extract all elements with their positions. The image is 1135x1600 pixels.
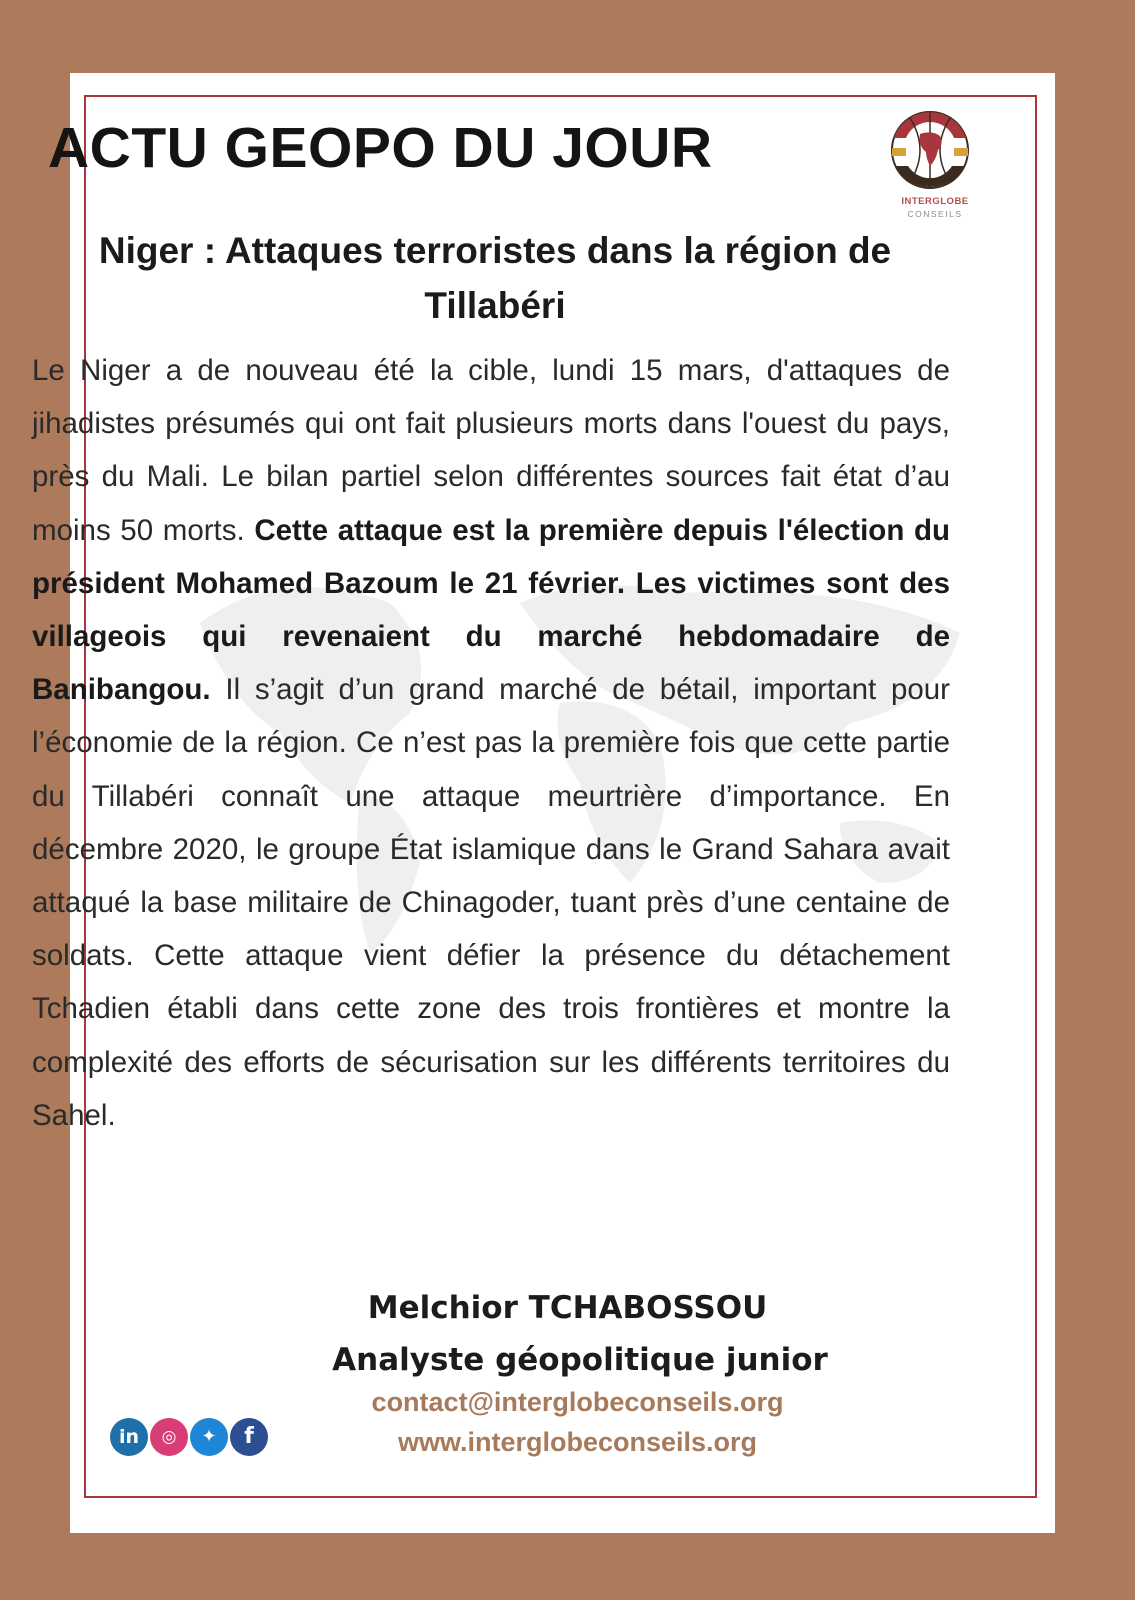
author-role: Analyste géopolitique junior xyxy=(332,1342,828,1378)
page-title: ACTU GEOPO DU JOUR xyxy=(48,116,713,180)
article-body xyxy=(32,344,950,1142)
article-text-part-2: Il s’agit d’un grand marché de bétail, important pour l’économie de la région. Ce n’est pas la première fois que cette partie du Tillabéri connaît une attaque meurtrière d’importance. En décembre 2020, le groupe État islamique dans le Grand Sahara avait attaqué la base militaire de Chinagoder, tuant près d’une centaine de soldats. Cette attaque vient défier la présence du détachement Tchadien établi dans cette zone des trois frontières et montre la complexité des efforts de sécurisation sur les différents territoires du Sahel. xyxy=(32,673,950,1132)
globe-africa-icon xyxy=(880,108,990,198)
interglobe-logo xyxy=(880,108,990,230)
website-link[interactable]: www.interglobeconseils.org xyxy=(397,1427,758,1457)
article-text-part-1: Le Niger a de nouveau été la cible, lundi 15 mars, d'attaques de jihadistes présumés qui ont fait plusieurs morts dans l'ouest du pays, près du Mali. Le bilan partiel selon différentes sources fait état d’au moins 50 morts. xyxy=(32,354,950,547)
twitter-icon[interactable]: ✦ xyxy=(190,1418,228,1456)
linkedin-icon[interactable]: in xyxy=(110,1418,148,1456)
logo-subtitle: CONSEILS xyxy=(907,209,963,219)
logo-name: INTERGLOBE xyxy=(901,196,969,207)
facebook-icon[interactable]: f xyxy=(230,1418,268,1456)
author-name: Melchior TCHABOSSOU xyxy=(367,1290,768,1326)
article-headline: Niger : Attaques terroristes dans la région de Tillabéri xyxy=(98,230,892,326)
instagram-icon[interactable]: ◎ xyxy=(150,1418,188,1456)
contact-email-link[interactable]: contact@interglobeconseils.org xyxy=(371,1387,784,1417)
article-text-bold: Cette attaque est la première depuis l'élection du président Mohamed Bazoum le 21 février. Les victimes sont des villageois qui revenaient du marché hebdomadaire de Banibangou. xyxy=(32,513,951,707)
